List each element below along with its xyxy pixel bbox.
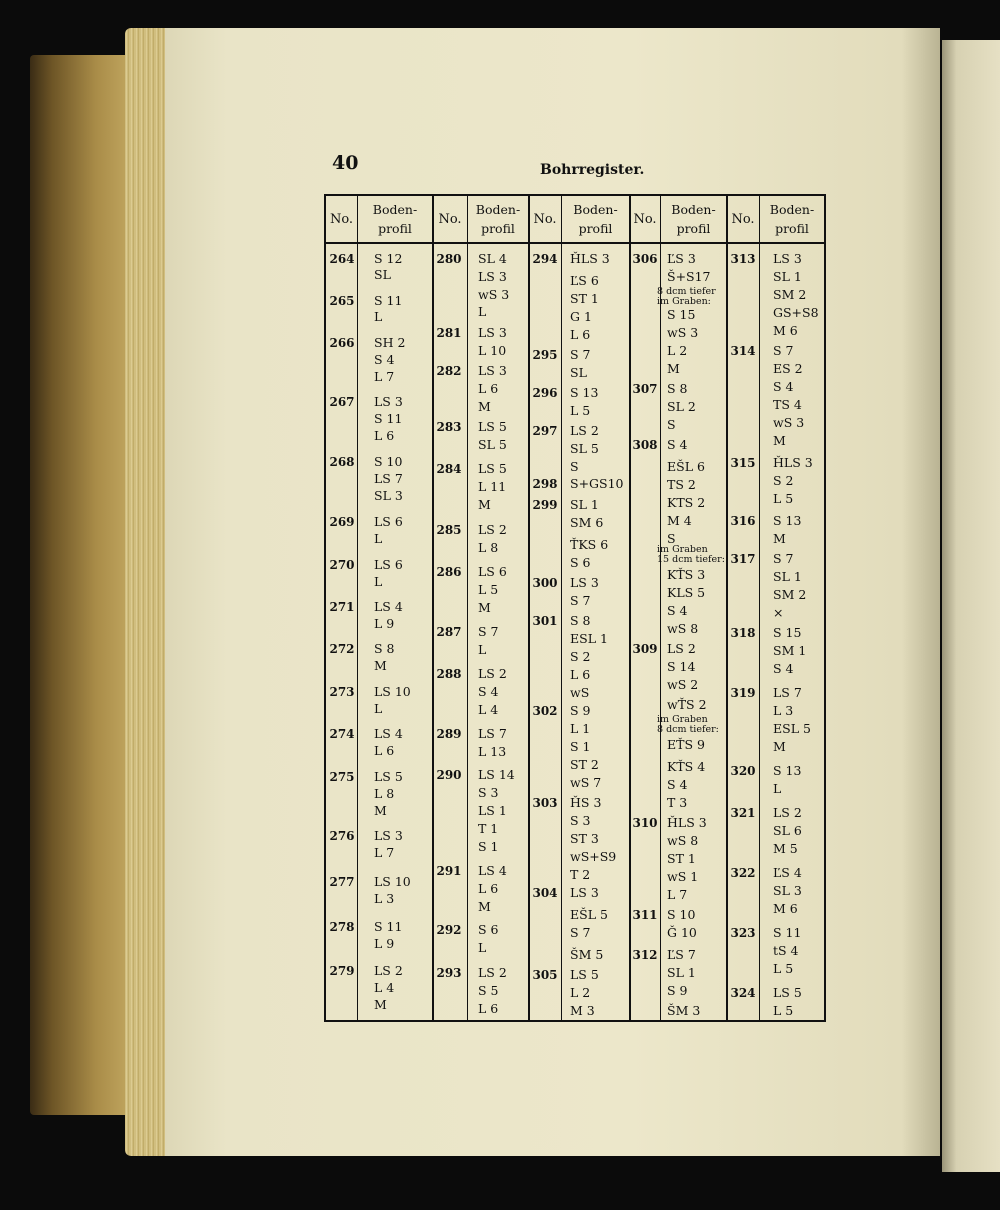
profile-layer: 8 dcm tiefer: [657,724,719,735]
profile-layer: LS 2 [570,423,599,438]
entry-number: 267 [329,395,355,409]
entry-number: 316 [730,514,756,528]
profile-layer: LS 4 [374,726,403,741]
entry-number: 320 [730,764,756,778]
profile-layer: S 10 [667,907,696,922]
entry-number: 270 [329,558,355,572]
book-left-edge [30,55,140,1115]
profile-layer: M [374,658,387,673]
profile-layer: SL 1 [773,569,802,584]
entry-number: 310 [632,816,658,830]
table-body [326,196,824,1020]
header-no: No. [731,211,755,227]
profile-layer: wS 8 [667,621,699,636]
profile-layer: LS 5 [570,967,599,982]
profile-layer: S 4 [478,684,499,699]
profile-layer: LS 3 [374,394,403,409]
bohrregister-table [324,194,826,1022]
profile-layer: LS 2 [374,963,403,978]
entry-number: 301 [532,614,558,628]
profile-layer: S 4 [667,437,688,452]
profile-layer: L [374,309,383,324]
header-profile-line1: Boden- [671,202,716,217]
profile-layer: GS+S8 [773,305,819,320]
profile-layer: L 8 [478,540,499,555]
profile-layer: LS 3 [773,251,802,266]
profile-layer: L 11 [478,479,507,494]
profile-layer: S 2 [570,649,591,664]
entry-number: 309 [632,642,658,656]
profile-layer: LS 10 [374,684,411,699]
entry-number: 274 [329,727,355,741]
entry-number: 323 [730,926,756,940]
profile-layer: LS 3 [570,575,599,590]
profile-layer: M 6 [773,323,798,338]
profile-layer: SL 3 [374,488,403,503]
profile-layer: SL 1 [773,269,802,284]
entry-number: 269 [329,515,355,529]
profile-layer: ŤKS 6 [570,537,609,552]
profile-layer: S [667,531,676,546]
profile-layer: Ǧ 10 [667,925,697,940]
profile-layer: wS 8 [667,833,699,848]
entry-number: 300 [532,576,558,590]
entry-number: 317 [730,552,756,566]
profile-layer: ST 1 [667,851,696,866]
profile-layer: L [374,701,383,716]
profile-layer: L 9 [374,616,395,631]
profile-layer: L [374,574,383,589]
profile-layer: SL 2 [667,399,696,414]
profile-layer: SM 1 [773,643,807,658]
profile-layer: LS 6 [478,564,507,579]
profile-layer: LS 1 [478,803,507,818]
profile-layer: LS 2 [667,641,696,656]
profile-layer: EŠL 5 [570,907,608,922]
profile-layer: LS 3 [478,363,507,378]
header-profile-line1: Boden- [475,202,521,217]
header-no: No. [533,211,557,227]
profile-layer: ST 3 [570,831,599,846]
profile-layer: L 6 [478,1001,499,1016]
profile-layer: S 4 [667,777,688,792]
profile-layer: KŤS 4 [667,759,706,774]
profile-layer: L 6 [374,428,395,443]
entry-number: 314 [730,344,756,358]
profile-layer: S 1 [570,739,591,754]
profile-layer: S 7 [570,593,591,608]
profile-layer: SL 1 [667,965,696,980]
profile-layer: SL 1 [570,497,599,512]
profile-layer: S 13 [773,513,802,528]
profile-layer: S 7 [478,624,499,639]
profile-layer: S 7 [570,925,591,940]
entry-number: 295 [532,348,558,362]
profile-layer: S 7 [773,551,794,566]
profile-layer: SL 5 [478,437,507,452]
profile-layer: im Graben [657,714,708,725]
profile-layer: L 5 [570,403,591,418]
header-profile-line2: profil [378,221,412,236]
profile-layer: S [667,417,676,432]
profile-layer: M [773,433,786,448]
entry-number: 286 [436,565,462,579]
entry-number: 292 [436,923,462,937]
profile-layer: L 5 [773,491,794,506]
profile-layer: T 3 [667,795,688,810]
profile-layer: LS 2 [478,666,507,681]
profile-layer: wS+S9 [570,849,617,864]
profile-layer: G 1 [570,309,592,324]
profile-layer: LS 7 [374,471,403,486]
profile-layer: S 4 [773,379,794,394]
entry-number: 324 [730,986,756,1000]
running-head: Bohrregister. [540,162,645,178]
profile-layer: L 4 [478,702,499,717]
entry-number: 303 [532,796,558,810]
profile-layer: KŤS 3 [667,567,706,582]
profile-layer: S 2 [773,473,794,488]
profile-layer: LS 6 [374,514,403,529]
entry-number: 277 [329,875,355,889]
profile-layer: ȞLS 3 [570,251,610,266]
profile-layer: S 11 [374,919,403,934]
entry-number: 287 [436,625,462,639]
profile-layer: SL 3 [773,883,802,898]
entry-number: 268 [329,455,355,469]
profile-layer: S 5 [478,983,499,998]
entry-number: 265 [329,294,355,308]
profile-layer: L [773,781,782,796]
profile-layer: S 9 [667,983,688,998]
profile-layer: ȞS 3 [570,795,602,810]
profile-layer: wS 1 [667,869,699,884]
profile-layer: wS 3 [667,325,699,340]
entry-number: 279 [329,964,355,978]
profile-layer: ŠM 5 [570,947,604,962]
profile-layer: L 3 [773,703,794,718]
profile-layer: SL [374,267,391,282]
entry-number: 312 [632,948,658,962]
profile-layer: M [478,497,491,512]
profile-layer: × [773,605,784,620]
profile-layer: L 6 [570,667,591,682]
profile-layer: SM 2 [773,287,807,302]
entry-number: 281 [436,326,462,340]
header-profile-line2: profil [578,221,613,236]
profile-layer: S [570,459,579,474]
profile-layer: SL 6 [773,823,802,838]
profile-layer: LS 10 [374,874,411,889]
profile-layer: wŤS 2 [667,697,707,712]
profile-layer: S 8 [374,641,395,656]
profile-layer: M 3 [570,1003,595,1018]
entry-number: 276 [329,829,355,843]
profile-layer: KLS 5 [667,585,706,600]
profile-layer: S 4 [773,661,794,676]
profile-layer: S 11 [374,411,403,426]
entry-number: 282 [436,364,462,378]
entry-number: 266 [329,336,355,350]
profile-layer: L [374,531,383,546]
profile-layer: M [478,899,491,914]
profile-layer: M [773,739,786,754]
profile-layer: L 5 [478,582,499,597]
header-profile-line1: Boden- [372,202,418,217]
profile-layer: S 9 [570,703,591,718]
profile-layer: M [667,361,680,376]
entry-number: 319 [730,686,756,700]
entry-number: 299 [532,498,558,512]
entry-number: 280 [436,252,462,266]
profile-layer: S 13 [773,763,802,778]
profile-layer: LS 4 [374,599,403,614]
profile-layer: M [478,399,491,414]
header-profile-line1: Boden- [573,202,618,217]
profile-layer: tS 4 [773,943,799,958]
profile-layer: S 4 [667,603,688,618]
profile-layer: M [374,803,387,818]
profile-layer: ĽS 4 [773,865,802,880]
profile-layer: SL 5 [570,441,599,456]
profile-layer: LS 5 [478,419,507,434]
entry-number: 273 [329,685,355,699]
profile-layer: S 10 [374,454,403,469]
profile-layer: LS 2 [478,965,507,980]
entry-number: 306 [632,252,658,266]
entry-number: 296 [532,386,558,400]
entry-number: 285 [436,523,462,537]
profile-layer: L [478,642,487,657]
profile-layer: KTS 2 [667,495,706,510]
entry-number: 289 [436,727,462,741]
profile-layer: L 5 [773,961,794,976]
profile-layer: S 14 [667,659,696,674]
profile-layer: L 2 [570,985,591,1000]
profile-layer: LS 14 [478,767,515,782]
entry-number: 264 [329,252,355,266]
profile-layer: S 12 [374,251,403,266]
entry-number: 308 [632,438,658,452]
page-edges [125,28,170,1156]
entry-number: 290 [436,768,462,782]
profile-layer: Š+S17 [667,269,711,284]
entry-number: 297 [532,424,558,438]
profile-layer: L 13 [478,744,507,759]
profile-layer: wS 3 [773,415,805,430]
entry-number: 321 [730,806,756,820]
profile-layer: ESL 1 [570,631,608,646]
profile-layer: S 13 [570,385,599,400]
entry-number: 315 [730,456,756,470]
entry-number: 272 [329,642,355,656]
profile-layer: LS 4 [478,863,507,878]
profile-layer: wS 3 [478,287,510,302]
profile-layer: ST 2 [570,757,599,772]
profile-layer: L 6 [570,327,591,342]
profile-layer: im Graben: [657,296,711,307]
profile-layer: M 5 [773,841,798,856]
profile-layer: LS 5 [773,985,802,1000]
profile-layer: wS 7 [570,775,602,790]
entry-number: 298 [532,477,558,491]
profile-layer: T 1 [478,821,499,836]
profile-layer: TS 4 [773,397,802,412]
profile-layer: L 5 [773,1003,794,1018]
profile-layer: LS 5 [478,461,507,476]
header-no: No. [438,211,462,227]
profile-layer: SL 4 [478,251,507,266]
entry-number: 293 [436,966,462,980]
profile-layer: L 4 [374,980,395,995]
profile-layer: SL [570,365,587,380]
entry-number: 278 [329,920,355,934]
entry-number: 284 [436,462,462,476]
profile-layer: 8 dcm tiefer [657,286,716,297]
profile-layer: LS 7 [478,726,507,741]
entry-number: 271 [329,600,355,614]
profile-layer: SH 2 [374,335,406,350]
profile-layer: S 1 [478,839,499,854]
profile-layer: T 2 [570,867,591,882]
profile-layer: ĽS 7 [667,947,696,962]
entry-number: 294 [532,252,558,266]
profile-layer: ST 1 [570,291,599,306]
profile-layer: M 6 [773,901,798,916]
entry-number: 304 [532,886,558,900]
profile-layer: L 6 [478,381,499,396]
profile-layer: 15 dcm tiefer: [657,554,725,565]
profile-layer: EŤS 9 [667,737,705,752]
profile-layer: L [478,940,487,955]
entry-number: 313 [730,252,756,266]
profile-layer: ĽS 6 [570,273,599,288]
profile-layer: M 4 [667,513,692,528]
page-number: 40 [332,152,359,174]
profile-layer: ESL 5 [773,721,811,736]
entry-number: 307 [632,382,658,396]
profile-layer: S 7 [773,343,794,358]
profile-layer: LS 3 [478,269,507,284]
profile-layer: TS 2 [667,477,696,492]
entry-number: 288 [436,667,462,681]
profile-layer: EŠL 6 [667,459,705,474]
profile-layer: L 9 [374,936,395,951]
entry-number: 322 [730,866,756,880]
entry-number: 291 [436,864,462,878]
header-no: No. [329,211,354,227]
profile-layer: im Graben [657,544,708,555]
profile-layer: S 3 [570,813,591,828]
profile-layer: S 15 [667,307,696,322]
profile-layer: L 8 [374,786,395,801]
profile-layer: ŠM 3 [667,1003,701,1018]
entry-number: 318 [730,626,756,640]
profile-layer: LS 2 [478,522,507,537]
profile-layer: S 7 [570,347,591,362]
facing-page [942,40,1000,1172]
header-profile-line2: profil [481,221,515,236]
profile-layer: S 11 [773,925,802,940]
header-profile-line2: profil [676,221,711,236]
profile-layer: LS 6 [374,557,403,572]
entry-number: 275 [329,770,355,784]
profile-layer: wS [570,685,590,700]
profile-layer: S 11 [374,293,403,308]
profile-layer: ES 2 [773,361,803,376]
profile-layer: L 10 [478,343,507,358]
profile-layer: S 6 [570,555,591,570]
profile-layer: LS 3 [374,828,403,843]
header-profile-line2: profil [775,221,809,236]
header-profile-line1: Boden- [769,202,815,217]
profile-layer: SM 6 [570,515,604,530]
entry-number: 311 [632,908,658,922]
entry-number: 302 [532,704,558,718]
entry-number: 283 [436,420,462,434]
profile-layer: S+GS10 [570,476,624,491]
profile-layer: M [478,600,491,615]
profile-layer: ȞLS 3 [773,455,813,470]
profile-layer: LS 3 [478,325,507,340]
profile-layer: LS 3 [570,885,599,900]
header-no: No. [633,211,657,227]
profile-layer: LS 2 [773,805,802,820]
profile-layer: S 8 [667,381,688,396]
profile-layer: SM 2 [773,587,807,602]
profile-layer: M [773,531,786,546]
entry-number: 305 [532,968,558,982]
profile-layer: L 7 [374,369,395,384]
profile-layer: L 1 [570,721,591,736]
profile-layer: LS 5 [374,769,403,784]
profile-layer: S 8 [570,613,591,628]
profile-layer: L 6 [478,881,499,896]
profile-layer: L 3 [374,891,395,906]
profile-layer: L 7 [667,887,688,902]
profile-layer: S 4 [374,352,395,367]
profile-layer: L 6 [374,743,395,758]
profile-layer: LS 7 [773,685,802,700]
profile-layer: L 7 [374,845,395,860]
profile-layer: ĽS 3 [667,251,696,266]
profile-layer: M [374,997,387,1012]
profile-layer: ȞLS 3 [667,815,707,830]
profile-layer: S 6 [478,922,499,937]
profile-layer: S 15 [773,625,802,640]
profile-layer: L [478,304,487,319]
profile-layer: L 2 [667,343,688,358]
profile-layer: wS 2 [667,677,699,692]
profile-layer: S 3 [478,785,499,800]
